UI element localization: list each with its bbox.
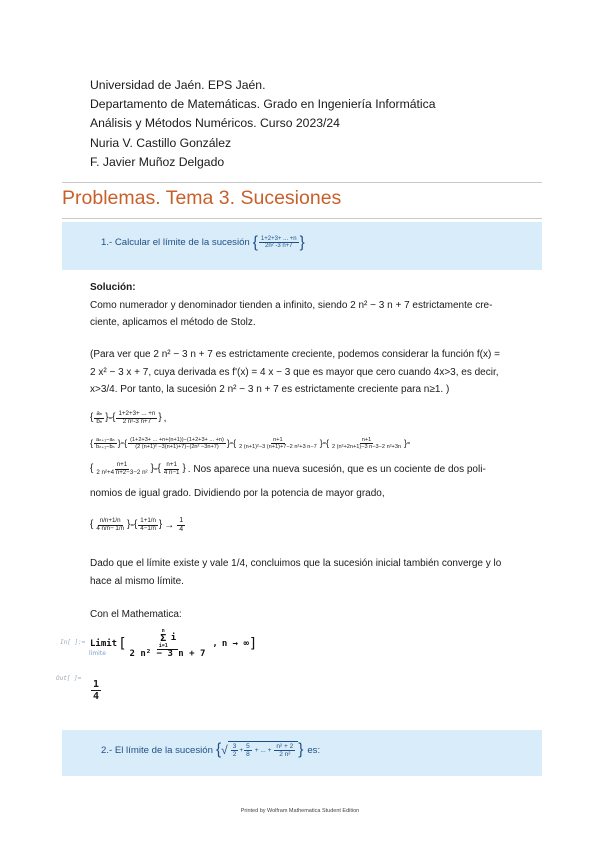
input-label: In[ ]:= (60, 639, 86, 646)
output-label: Out[ ]= (56, 675, 82, 682)
header-line: Departamento de Matemáticas. Grado en Ingeniería Informática (90, 97, 436, 112)
problem-1-fraction: $\frac{1+2+3+ ... +n}{\text{2n² -3 n+7}}$ (260, 235, 297, 250)
solution-heading: Solución: (90, 282, 136, 293)
solution-text: Dado que el límite existe y vale 1/4, concluimos que la sucesión inicial también converge y lo (90, 558, 502, 569)
solution-text: x>3/4. Por tanto, la sucesión 2 n² − 3 n + 7 es estrictamente creciente para n≥1. ) (90, 384, 450, 395)
mathematica-intro: Con el Mathematica: (90, 609, 182, 620)
page-title: Problemas. Tema 3. Sucesiones (62, 187, 342, 209)
problem-1-label: 1.- Calcular el límite de la sucesión (101, 237, 250, 249)
equation-1: { $\frac{\text{aₙ}}{\text{bₙ}}$ } = { $\frac{1+2+3+ ... +n}{\text{2 n²-3 n+7}}$ } , (90, 410, 167, 425)
solution-text: nomios de igual grado. Dividiendo por la potencia de mayor grado, (90, 488, 385, 499)
problem-1-statement: 1.- Calcular el límite de la sucesión { $\frac{1+2+3+ ... +n}{\text{2n² -3 n+7}}$ } (101, 234, 305, 251)
solution-note (90, 346, 540, 399)
footer-note: Printed by Wolfram Mathematica Student Edition (240, 808, 360, 814)
solution-conclusion (90, 555, 540, 590)
divider (62, 182, 542, 183)
document-header (90, 76, 436, 172)
solution-intro (90, 279, 540, 332)
mathematica-output: $\frac{1}{4}$ (93, 679, 100, 702)
header-line: Análisis y Métodos Numéricos. Curso 2023/24 (90, 116, 340, 131)
function-name: Limit (90, 639, 118, 650)
problem-2-radicand: $\frac{3}{2}$ + $\frac{5}{8}$ + ... + $\frac{\text{n² + 2}}{\text{2 n²}}$ (228, 741, 298, 759)
mathematica-fraction: n Σ i=1 i 2 n² − 3 n + 7 (129, 628, 206, 659)
header-line: Universidad de Jaén. EPS Jaén. (90, 78, 266, 92)
equation-2: { $\frac{\text{aₙ₊₁−aₙ}}{\text{bₙ₊₁−bₙ}}$ } = { $\frac{(1+2+3+ ... +n+(n+1))-(1+2+3+ ... +n)}{\text{(2 (n+1)² −3(n+1)+7)−(2n² −3n+7)}}$ } = { $\frac{n+1}{\text{2 (n+1)²−3 (n+1)+7−2 n²+3 n−7}}$ } = { $\frac{n+1}{\text{2 (n²+2n+1)−3 n−3−2 n²+3n}}$ } = (90, 437, 411, 451)
solution-text: hace al mismo límite. (90, 575, 184, 587)
problem-2-label: 2.- El límite de la sucesión (101, 744, 213, 756)
header-line: F. Javier Muñoz Delgado (90, 154, 225, 169)
header-line: Nuria V. Castillo González (90, 135, 232, 150)
solution-text: 2 x² − 3 x + 7, cuya derivada es f'(x) = 4 x − 3 que es mayor que cero cuando 4x>3, es decir, (90, 366, 499, 378)
divider (62, 218, 542, 219)
equation-3: { $\frac{n+1}{\text{2 n²+4 n+2−3−2 n²}}$ } = { $\frac{n+1}{4 n-1}$ } . Nos aparece una nueva sucesión, que es un cociente de dos poli- (90, 461, 486, 476)
problem-2-statement: 2.- El límite de la sucesión { √ $\frac{3}{2}$ + $\frac{5}{8}$ + ... + $\frac{\text{n² + 2}}{\text{2 n²}}$ } es: (101, 741, 321, 759)
equation-4: { $\frac{n/n+1/n}{4 n/n- 1/n}$ } = { $\frac{1+1/n}{4-1/n}$ } → $\frac{1}{4}$ (90, 516, 184, 533)
solution-text: (Para ver que 2 n² − 3 n + 7 es estrictamente creciente, podemos considerar la función f(x) = (90, 349, 500, 360)
limit-argument: n → ∞ (221, 639, 249, 650)
solution-text: ciente, aplicamos el método de Stolz. (90, 317, 256, 328)
mathematica-input[interactable]: Limit [ n Σ i=1 i 2 n² − 3 n + 7 , n → ∞ ] (90, 628, 258, 659)
function-link[interactable]: límite (89, 650, 106, 657)
solution-text: Como numerador y denominador tienden a infinito, siendo 2 n² − 3 n + 7 estrictamente cre- (90, 299, 493, 311)
